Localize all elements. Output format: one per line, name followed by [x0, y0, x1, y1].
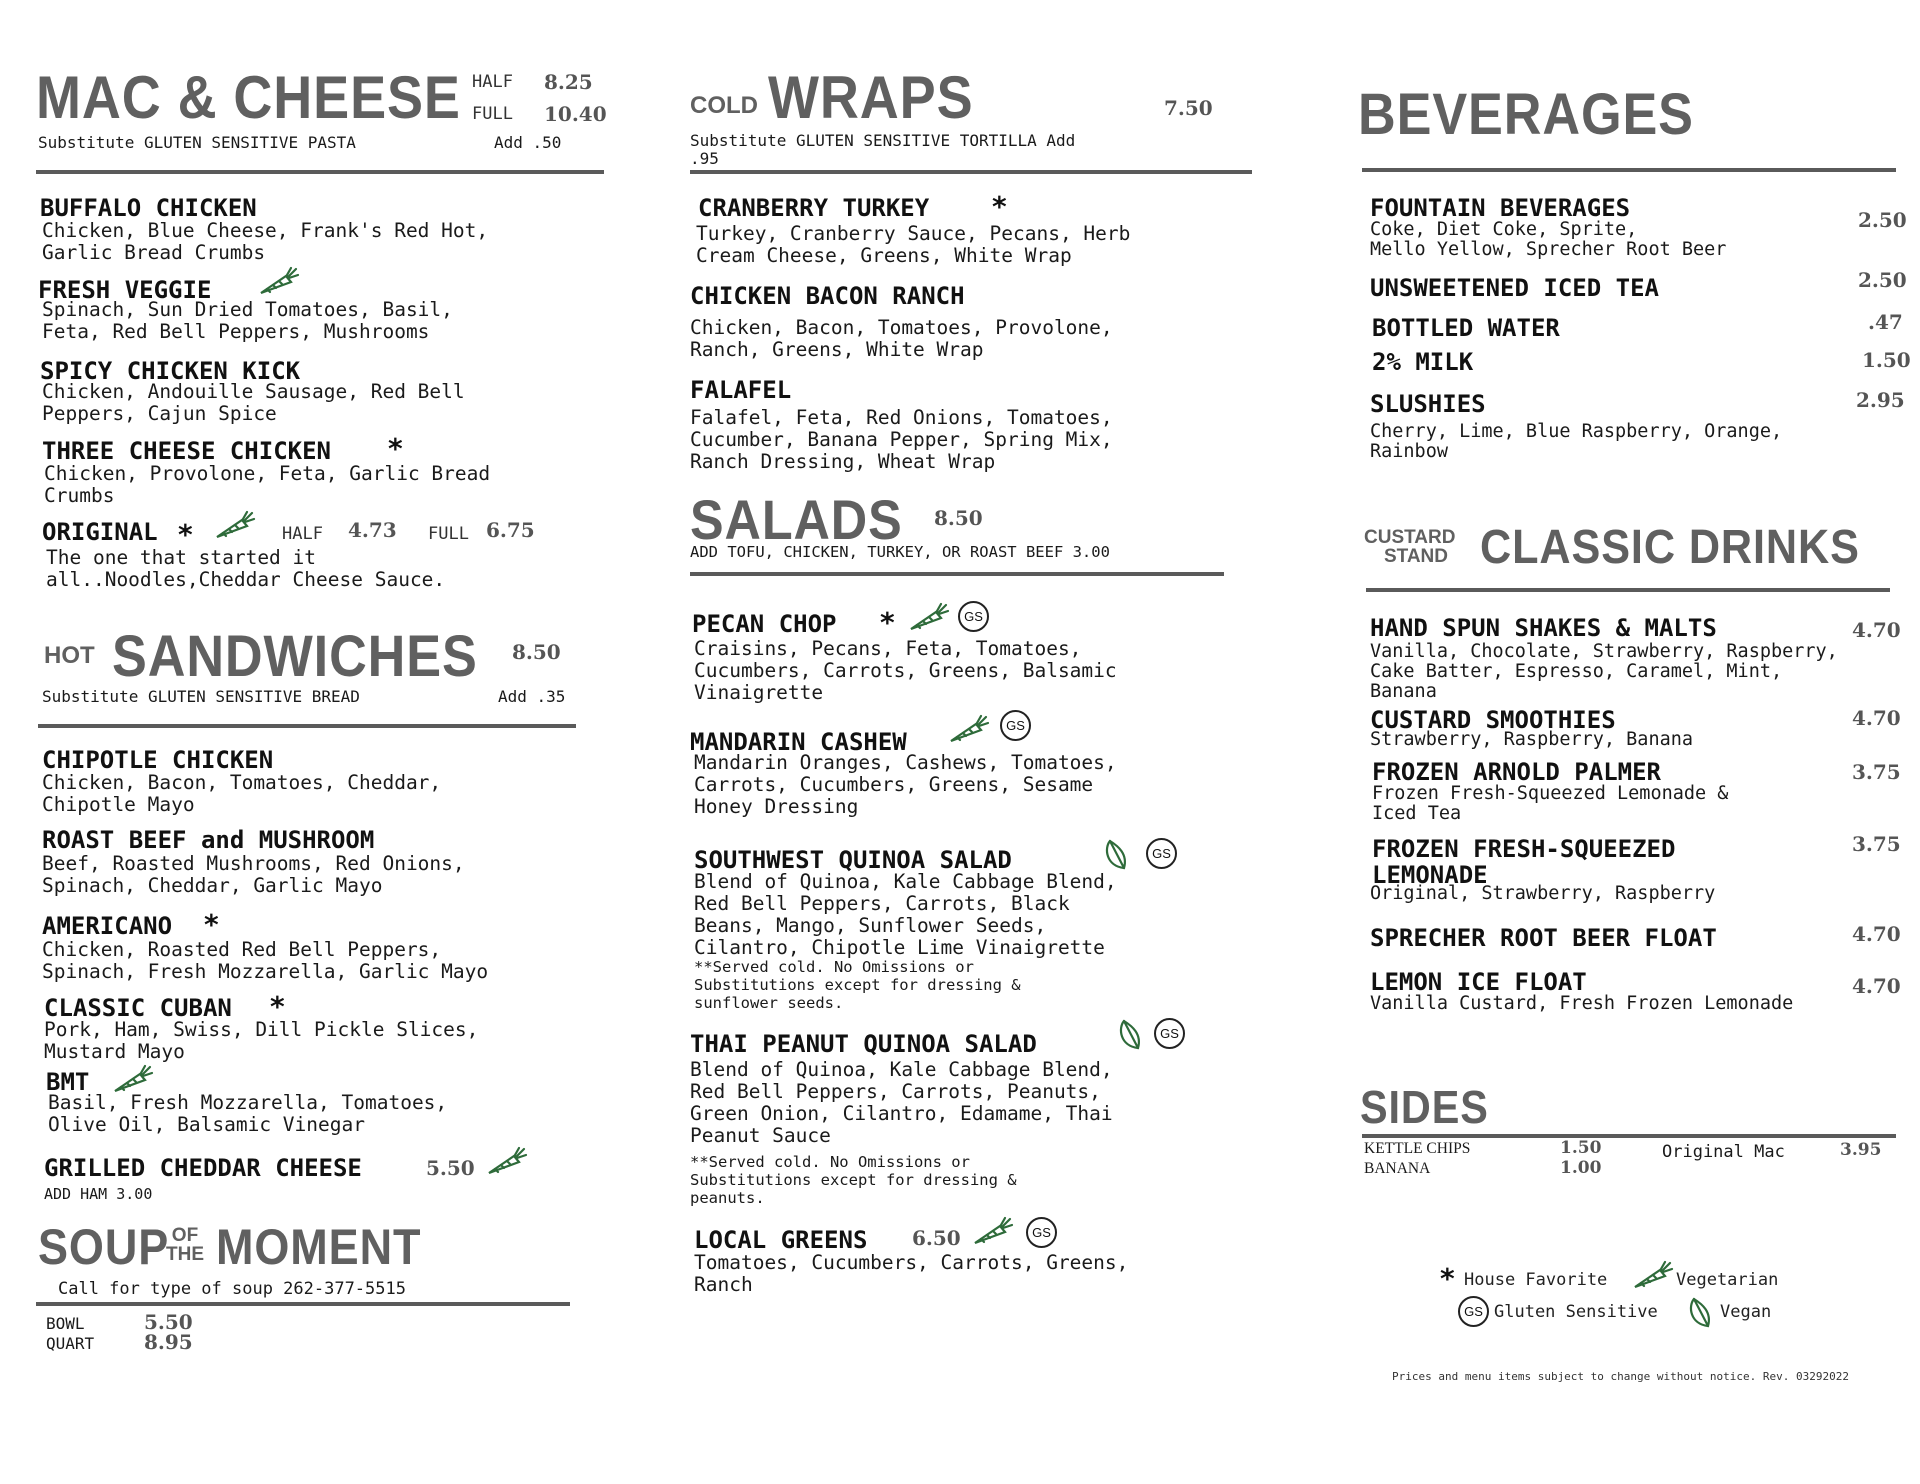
menu-item-name: MANDARIN CASHEW: [690, 728, 907, 756]
menu-item-price: 2.95: [1856, 388, 1905, 412]
house-favorite-star-icon: *: [270, 990, 285, 1023]
local-greens-price: 6.50: [912, 1226, 961, 1250]
salads-add-protein: ADD TOFU, CHICKEN, TURKEY, OR ROAST BEEF 3.00: [690, 543, 1110, 561]
side-banana: BANANA: [1364, 1160, 1431, 1177]
sandwiches-substitute: Substitute GLUTEN SENSITIVE BREAD: [42, 687, 360, 706]
menu-item-desc: Tomatoes, Cucumbers, Carrots, Greens, Ranch: [694, 1251, 1129, 1296]
menu-item-desc: Chicken, Bacon, Tomatoes, Provolone, Ranch, Greens, White Wrap: [690, 316, 1113, 361]
wraps-substitute: Substitute GLUTEN SENSITIVE TORTILLA Add .95: [690, 131, 1076, 168]
gluten-sensitive-icon: GS: [1146, 838, 1177, 869]
grilled-cheese-price: 5.50: [426, 1156, 475, 1180]
menu-item-price: 3.75: [1852, 832, 1901, 856]
menu-item-price: 2.50: [1858, 208, 1907, 232]
menu-item-name: BMT: [46, 1068, 90, 1096]
vegetarian-icon: [1632, 1260, 1674, 1294]
menu-item-name: BOTTLED WATER: [1372, 314, 1560, 342]
gluten-sensitive-icon: GS: [1154, 1018, 1185, 1049]
original-half-label: HALF: [282, 524, 323, 544]
menu-item-name: FOUNTAIN BEVERAGES: [1370, 194, 1631, 222]
menu-item-name: FROZEN ARNOLD PALMER: [1372, 758, 1661, 786]
menu-item-name: SPICY CHICKEN KICK: [40, 357, 301, 385]
soup-section-title-b: MOMENT: [216, 1219, 422, 1275]
menu-item-name: AMERICANO: [42, 912, 173, 940]
menu-item-desc: Blend of Quinoa, Kale Cabbage Blend, Red Bell Peppers, Carrots, Black Beans, Mango, Sunflower Seeds, Cilantro, Chipotle Lime Vinaigrette: [694, 870, 1117, 959]
gluten-sensitive-icon: GS: [958, 601, 989, 632]
vegan-leaf-icon: [1116, 1018, 1144, 1056]
menu-item-desc: Frozen Fresh-Squeezed Lemonade & Iced Tea: [1372, 783, 1729, 824]
menu-item-desc: Mandarin Oranges, Cashews, Tomatoes, Carrots, Cucumbers, Greens, Sesame Honey Dressing: [694, 751, 1117, 818]
mac-half-label: HALF: [472, 72, 513, 92]
menu-item-name: HAND SPUN SHAKES & MALTS: [1370, 614, 1717, 642]
menu-item-desc: Craisins, Pecans, Feta, Tomatoes, Cucumbers, Carrots, Greens, Balsamic Vinaigrette: [694, 637, 1117, 704]
sandwiches-prefix: HOT: [44, 642, 95, 669]
menu-item-price: 4.70: [1852, 974, 1901, 998]
vegetarian-icon: [972, 1216, 1014, 1250]
menu-item-price: 1.50: [1862, 348, 1911, 372]
menu-item-name: THREE CHEESE CHICKEN: [42, 437, 331, 465]
house-favorite-star-icon: *: [204, 908, 219, 941]
salads-section-title: SALADS: [690, 488, 903, 551]
menu-item-price: 3.75: [1852, 760, 1901, 784]
menu-item-name: CHICKEN BACON RANCH: [690, 282, 965, 310]
menu-item-price: 4.70: [1852, 706, 1901, 730]
legend-gluten-sensitive: Gluten Sensitive: [1494, 1302, 1658, 1322]
wraps-divider: [690, 170, 1252, 174]
soup-quart-label: QUART: [46, 1334, 95, 1353]
menu-item-name: ORIGINAL: [42, 518, 158, 546]
side-kettle-chips: KETTLE CHIPS: [1364, 1140, 1471, 1157]
menu-item-name: SPRECHER ROOT BEER FLOAT: [1370, 924, 1717, 952]
side-original-mac-price: 3.95: [1840, 1140, 1882, 1160]
menu-item-name: SOUTHWEST QUINOA SALAD: [694, 846, 1012, 874]
menu-item-desc: Blend of Quinoa, Kale Cabbage Blend, Red Bell Peppers, Carrots, Peanuts, Green Onion, Cilantro, Edamame, Thai Peanut Sauce: [690, 1058, 1113, 1147]
wraps-section-title: WRAPS: [768, 64, 974, 131]
side-original-mac: Original Mac: [1662, 1142, 1785, 1162]
wraps-prefix: COLD: [690, 92, 758, 119]
menu-item-desc: Coke, Diet Coke, Sprite, Mello Yellow, Sprecher Root Beer: [1370, 219, 1727, 260]
sandwiches-substitute-add: Add .35: [498, 687, 566, 706]
menu-item-desc: Original, Strawberry, Raspberry: [1370, 883, 1716, 904]
side-kettle-chips-price: 1.50: [1560, 1138, 1602, 1158]
mac-substitute: Substitute GLUTEN SENSITIVE PASTA: [38, 133, 356, 152]
vegetarian-icon: [908, 602, 950, 636]
menu-item-desc: Strawberry, Raspberry, Banana: [1370, 729, 1694, 750]
footer-disclaimer: Prices and menu items subject to change without notice. Rev. 03292022: [1392, 1370, 1849, 1383]
sides-section-title: SIDES: [1360, 1081, 1489, 1133]
gluten-sensitive-icon: GS: [1458, 1296, 1489, 1327]
menu-item-name: ROAST BEEF and MUSHROOM: [42, 826, 375, 854]
mac-full-price: 10.40: [544, 102, 607, 126]
mac-section-title: MAC & CHEESE: [36, 64, 461, 131]
menu-item-desc: Beef, Roasted Mushrooms, Red Onions, Spinach, Cheddar, Garlic Mayo: [42, 852, 465, 897]
sandwiches-section-title: SANDWICHES: [112, 624, 478, 689]
legend-vegetarian: Vegetarian: [1676, 1270, 1779, 1290]
menu-item-note: **Served cold. No Omissions or Substitutions except for dressing & sunflower seeds.: [694, 958, 1021, 1012]
menu-item-name: 2% MILK: [1372, 348, 1474, 376]
house-favorite-star-icon: *: [178, 518, 193, 551]
menu-item-desc: Chicken, Roasted Red Bell Peppers, Spinach, Fresh Mozzarella, Garlic Mayo: [42, 938, 489, 983]
soup-call-text: Call for type of soup 262-377-5515: [58, 1279, 406, 1299]
sandwiches-price: 8.50: [512, 640, 561, 664]
classic-drinks-prefix: CUSTARD STAND: [1364, 527, 1456, 567]
menu-item-price: .47: [1868, 310, 1903, 334]
mac-full-label: FULL: [472, 104, 513, 124]
salads-price: 8.50: [934, 506, 983, 530]
house-favorite-star-icon: *: [992, 190, 1007, 223]
menu-item-price: 4.70: [1852, 618, 1901, 642]
menu-item-desc: Falafel, Feta, Red Onions, Tomatoes, Cucumber, Banana Pepper, Spring Mix, Ranch Dressing, Wheat Wrap: [690, 406, 1113, 473]
menu-item-desc: Vanilla Custard, Fresh Frozen Lemonade: [1370, 993, 1794, 1014]
salads-divider: [690, 572, 1224, 576]
beverages-section-title: BEVERAGES: [1358, 82, 1694, 147]
menu-item-name: LOCAL GREENS: [694, 1226, 868, 1254]
menu-item-desc: Basil, Fresh Mozzarella, Tomatoes, Olive Oil, Balsamic Vinegar: [48, 1091, 448, 1136]
menu-item-price: 4.70: [1852, 922, 1901, 946]
menu-item-desc: Pork, Ham, Swiss, Dill Pickle Slices, Mustard Mayo: [44, 1018, 479, 1063]
mac-half-price: 8.25: [544, 70, 593, 94]
menu-item-name: THAI PEANUT QUINOA SALAD: [690, 1030, 1037, 1058]
menu-item-name: PECAN CHOP: [692, 610, 837, 638]
menu-item-desc: Cherry, Lime, Blue Raspberry, Orange, Rainbow: [1370, 421, 1783, 462]
menu-item-desc: Chicken, Provolone, Feta, Garlic Bread Crumbs: [44, 462, 491, 507]
menu-item-name: CUSTARD SMOOTHIES: [1370, 706, 1616, 734]
menu-item-name: CHIPOTLE CHICKEN: [42, 746, 274, 774]
classic-drinks-divider: [1366, 588, 1890, 592]
beverages-divider: [1362, 168, 1896, 172]
soup-section-title: SOUP: [38, 1219, 170, 1275]
menu-item-desc: Chicken, Bacon, Tomatoes, Cheddar, Chipotle Mayo: [42, 771, 442, 816]
menu-item-name: GRILLED CHEDDAR CHEESE: [44, 1154, 362, 1182]
soup-bowl-price: 5.50: [144, 1310, 193, 1334]
gluten-sensitive-icon: GS: [1000, 710, 1031, 741]
menu-item-name: FALAFEL: [690, 376, 792, 404]
wraps-price: 7.50: [1164, 96, 1213, 120]
menu-item-name: FROZEN FRESH-SQUEEZED LEMONADE: [1372, 835, 1676, 889]
menu-item-name: LEMON ICE FLOAT: [1370, 968, 1587, 996]
gluten-sensitive-icon: GS: [1026, 1217, 1057, 1248]
classic-drinks-section-title: CLASSIC DRINKS: [1480, 521, 1860, 574]
menu-item-desc: Chicken, Blue Cheese, Frank's Red Hot, Garlic Bread Crumbs: [42, 219, 489, 264]
menu-item-name: FRESH VEGGIE: [38, 276, 212, 304]
menu-item-name: CRANBERRY TURKEY: [698, 194, 930, 222]
vegan-leaf-icon: [1686, 1296, 1714, 1334]
house-favorite-star-icon: *: [880, 606, 895, 639]
menu-item-note: **Served cold. No Omissions or Substitutions except for dressing & peanuts.: [690, 1153, 1017, 1207]
original-half-price: 4.73: [348, 518, 397, 542]
menu-item-name: BUFFALO CHICKEN: [40, 194, 257, 222]
vegetarian-icon: [948, 714, 990, 748]
menu-item-name: SLUSHIES: [1370, 390, 1486, 418]
menu-item-desc: Spinach, Sun Dried Tomatoes, Basil, Feta, Red Bell Peppers, Mushrooms: [42, 298, 453, 343]
soup-quart-price: 8.95: [144, 1330, 193, 1354]
menu-item-desc: Chicken, Andouille Sausage, Red Bell Peppers, Cajun Spice: [42, 380, 465, 425]
original-full-label: FULL: [428, 524, 469, 544]
side-banana-price: 1.00: [1560, 1158, 1602, 1178]
sides-divider: [1362, 1134, 1896, 1138]
house-favorite-star-icon: *: [388, 432, 403, 465]
soup-bowl-label: BOWL: [46, 1314, 85, 1333]
original-full-price: 6.75: [486, 518, 535, 542]
menu-item-note: ADD HAM 3.00: [44, 1185, 153, 1203]
menu-item-name: UNSWEETENED ICED TEA: [1370, 274, 1659, 302]
menu-item-desc: Vanilla, Chocolate, Strawberry, Raspberry, Cake Batter, Espresso, Caramel, Mint, Banana: [1370, 641, 1838, 702]
menu-item-desc: The one that started it all..Noodles,Cheddar Cheese Sauce.: [46, 546, 446, 591]
menu-item-desc: Turkey, Cranberry Sauce, Pecans, Herb Cream Cheese, Greens, White Wrap: [696, 222, 1131, 267]
mac-substitute-add: Add .50: [494, 133, 562, 152]
soup-title-of-the: OF THE: [166, 1225, 204, 1265]
house-favorite-star-icon: *: [1440, 1262, 1455, 1295]
menu-item-price: 2.50: [1858, 268, 1907, 292]
legend-vegan: Vegan: [1720, 1302, 1772, 1322]
legend-house-favorite: House Favorite: [1464, 1270, 1608, 1290]
menu-item-name: CLASSIC CUBAN: [44, 994, 232, 1022]
